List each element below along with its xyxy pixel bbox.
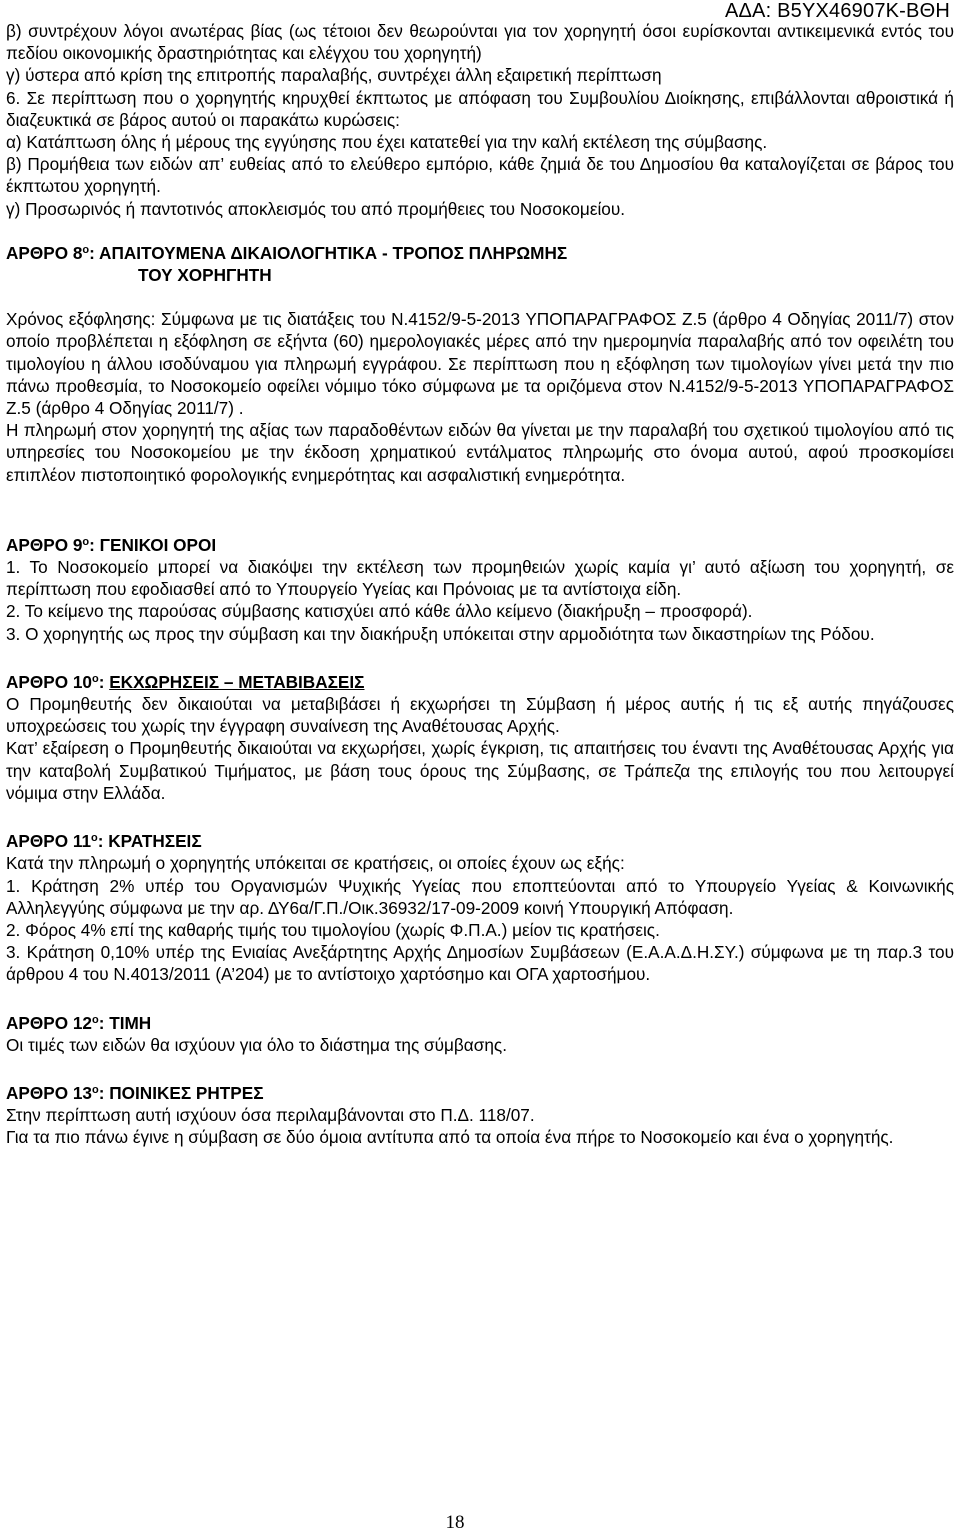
article-sup: ο	[91, 1083, 99, 1096]
article-sup: ο	[91, 672, 99, 685]
article-sup: ο	[82, 535, 90, 548]
article-10-heading	[6, 671, 954, 693]
paragraph: Ο Προμηθευτής δεν δικαιούται να μεταβιβάσει ή εκχωρήσει τη Σύμβαση ή μέρος αυτής ή τις εξ αυτής πηγάζουσες υποχρεώσεις του χωρίς την έγγραφη συναίνεση της Αναθέτουσας Αρχής.	[6, 694, 954, 737]
article-sup: ο	[91, 832, 98, 845]
list-item: 3. Ο χορηγητής ως προς την σύμβαση και την διακήρυξη υπόκειται στην αρμοδιότητα των δικαστηρίων της Ρόδου.	[6, 623, 875, 644]
article-colon: :	[97, 831, 109, 852]
paragraph: Χρόνος εξόφλησης: Σύμφωνα με τις διατάξεις του Ν.4152/9-5-2013 ΥΠΟΠΑΡΑΓΡΑΦΟΣ Ζ.5 (άρθρο 4 Οδηγίας 2011/7) στον οποίο προβλέπεται η εξόφληση σε εξήντα (60) ημερολογιακές μέρες από την ημερομηνία παραλαβής από τον οφειλέτη του τιμολογίου η άλλου ισοδύναμου για πληρωμή εγγράφου. Σε περίπτωση που η εξόφληση των τιμολογίων γίνει μετά την πιο πάνω προθεσμία, το Νοσοκομείο οφείλει νόμιμο τόκο σύμφωνα με τα οριζόμενα στον Ν.4152/9-5-2013 ΥΠΟΠΑΡΑΓΡΑΦΟΣ Ζ.5 (άρθρο 4 Οδηγίας 2011/7) .	[6, 309, 954, 419]
article-label: ΑΡΘΡΟ 11	[6, 831, 92, 852]
article-sup: ο	[82, 243, 90, 256]
article-label: ΑΡΘΡΟ 13	[6, 1082, 92, 1103]
article-label: ΑΡΘΡΟ 8	[6, 242, 83, 263]
article-title: ΓΕΝΙΚΟΙ ΟΡΟΙ	[99, 534, 217, 555]
article-title: ΕΚΧΩΡΗΣΕΙΣ – ΜΕΤΑΒΙΒΑΣΕΙΣ	[109, 671, 365, 692]
article-12-heading	[6, 1012, 954, 1034]
article-11-heading	[6, 830, 954, 852]
paragraph: Κατ’ εξαίρεση ο Προμηθευτής δικαιούται να εκχωρήσει, χωρίς έγκριση, τις απαιτήσεις του έναντι της Αναθέτουσας Αρχής για την καταβολή Συμβατικού Τιμήματος, με βάση τους όρους της Σύμβασης, σε Τράπεζα της επιλογής του που λειτουργεί νόμιμα στην Ελλάδα.	[6, 738, 954, 803]
article-colon: :	[98, 1012, 110, 1033]
article-title: ΤΙΜΗ	[109, 1012, 152, 1033]
article-8-heading-line2: ΤΟΥ ΧΟΡΗΓΗΤΗ	[138, 265, 272, 286]
paragraph: Η πληρωμή στον χορηγητή της αξίας των παραδοθέντων ειδών θα γίνεται με την παραλαβή του σχετικού τιμολογίου από τις υπηρεσίες του Νοσοκομείου με την έκδοση χρηματικού εντάλματος πληρωμής στο όνομα αυτού, αφού προσκομίσει επιπλέον πιστοποιητικό φορολογικής ενημερότητας και ασφαλιστική ενημερότητα.	[6, 420, 954, 485]
list-item: 2. Το κείμενο της παρούσας σύμβασης κατισχύει από κάθε άλλο κείμενο (διακήρυξη – προσφορά).	[6, 601, 753, 622]
document-page	[6, 0, 954, 1149]
list-item: 2. Φόρος 4% επί της καθαρής τιμής του τιμολογίου (χωρίς Φ.Π.Α.) μείον τις κρατήσεις.	[6, 919, 660, 940]
article-colon: :	[89, 534, 100, 555]
paragraph: Στην περίπτωση αυτή ισχύουν όσα περιλαμβάνονται στο Π.Δ. 118/07.	[6, 1105, 535, 1126]
list-item: 1. Κράτηση 2% υπέρ του Οργανισμών Ψυχικής Υγείας που εποπτεύονται από το Υπουργείο Υγείας & Κοινωνικής Αλληλεγγύης σύμφωνα με την αρ. ΔΥ6α/Γ.Π./Οικ.36932/17-09-2009 κοινή Υπουργική Απόφαση.	[6, 875, 954, 918]
article-colon: :	[98, 671, 110, 692]
ada-code: ΑΔΑ: Β5ΥΧ46907Κ-ΒΘΗ	[724, 0, 950, 22]
article-label: ΑΡΘΡΟ 12	[6, 1012, 92, 1033]
article-title: ΠΟΙΝΙΚΕΣ ΡΗΤΡΕΣ	[109, 1082, 264, 1103]
article-label: ΑΡΘΡΟ 10	[6, 671, 92, 692]
article-colon: :	[98, 1082, 110, 1103]
article-sup: ο	[91, 1013, 99, 1026]
paragraph: β) συντρέχουν λόγοι ανωτέρας βίας (ως τέτοιοι δεν θεωρούνται για τον χορηγητή όσοι ευρίσκονται αντικειμενικά εντός του πεδίου οικονομικής δραστηριότητας και ελέγχου του χορηγητή)	[6, 21, 954, 64]
article-label: ΑΡΘΡΟ 9	[6, 534, 83, 555]
list-item: 3. Κράτηση 0,10% υπέρ της Ενιαίας Ανεξάρτητης Αρχής Δημοσίων Συμβάσεων (Ε.Α.Α.Δ.Η.ΣΥ.) σύμφωνα με τη παρ.3 του άρθρου 4 του Ν.4013/2011 (Α’204) με το αντίστοιχο χαρτόσημο και ΟΓΑ χαρτοσήμου.	[6, 942, 954, 985]
article-title: ΚΡΑΤΗΣΕΙΣ	[108, 831, 202, 852]
paragraph: Οι τιμές των ειδών θα ισχύουν για όλο το διάστημα της σύμβασης.	[6, 1034, 507, 1055]
article-8-heading	[6, 242, 954, 264]
paragraph: γ) Προσωρινός ή παντοτινός αποκλεισμός του από προμήθειες του Νοσοκομείου.	[6, 198, 626, 219]
list-item: 1. Το Νοσοκομείο μπορεί να διακόψει την εκτέλεση των προμηθειών χωρίς καμία γι’ αυτό αξίωση του χορηγητή, σε περίπτωση που εφοδιασθεί από το Υπουργείο Υγείας και Πρόνοιας με τα αντίστοιχα είδη.	[6, 557, 954, 600]
paragraph: 6. Σε περίπτωση που ο χορηγητής κηρυχθεί έκπτωτος με απόφαση του Συμβουλίου Διοίκησης, επιβάλλονται αθροιστικά ή διαζευκτικά σε βάρος αυτού οι παρακάτω κυρώσεις:	[6, 87, 954, 130]
paragraph: Για τα πιο πάνω έγινε η σύμβαση σε δύο όμοια αντίτυπα από τα οποία ένα πήρε το Νοσοκομείο και ένα ο χορηγητής.	[6, 1127, 894, 1148]
article-title: ΑΠΑΙΤΟΥΜΕΝΑ ΔΙΚΑΙΟΛΟΓΗΤΙΚΑ - ΤΡΟΠΟΣ ΠΛΗΡΩΜΗΣ	[99, 242, 568, 263]
article-9-heading	[6, 534, 954, 556]
paragraph: Κατά την πληρωμή ο χορηγητής υπόκειται σε κρατήσεις, οι οποίες έχουν ως εξής:	[6, 853, 625, 874]
paragraph: γ) ύστερα από κρίση της επιτροπής παραλαβής, συντρέχει άλλη εξαιρετική περίπτωση	[6, 65, 662, 86]
paragraph: α) Κατάπτωση όλης ή μέρους της εγγύησης που έχει κατατεθεί για την καλή εκτέλεση της σύμβασης.	[6, 132, 768, 153]
article-13-heading	[6, 1082, 954, 1104]
page-number: 18	[445, 1512, 465, 1533]
article-colon: :	[89, 242, 100, 263]
paragraph: β) Προμήθεια των ειδών απ’ ευθείας από το ελεύθερο εμπόριο, κάθε ζημιά δε του Δημοσίου θα καταλογίζεται σε βάρος του έκπτωτου χορηγητή.	[6, 154, 954, 197]
